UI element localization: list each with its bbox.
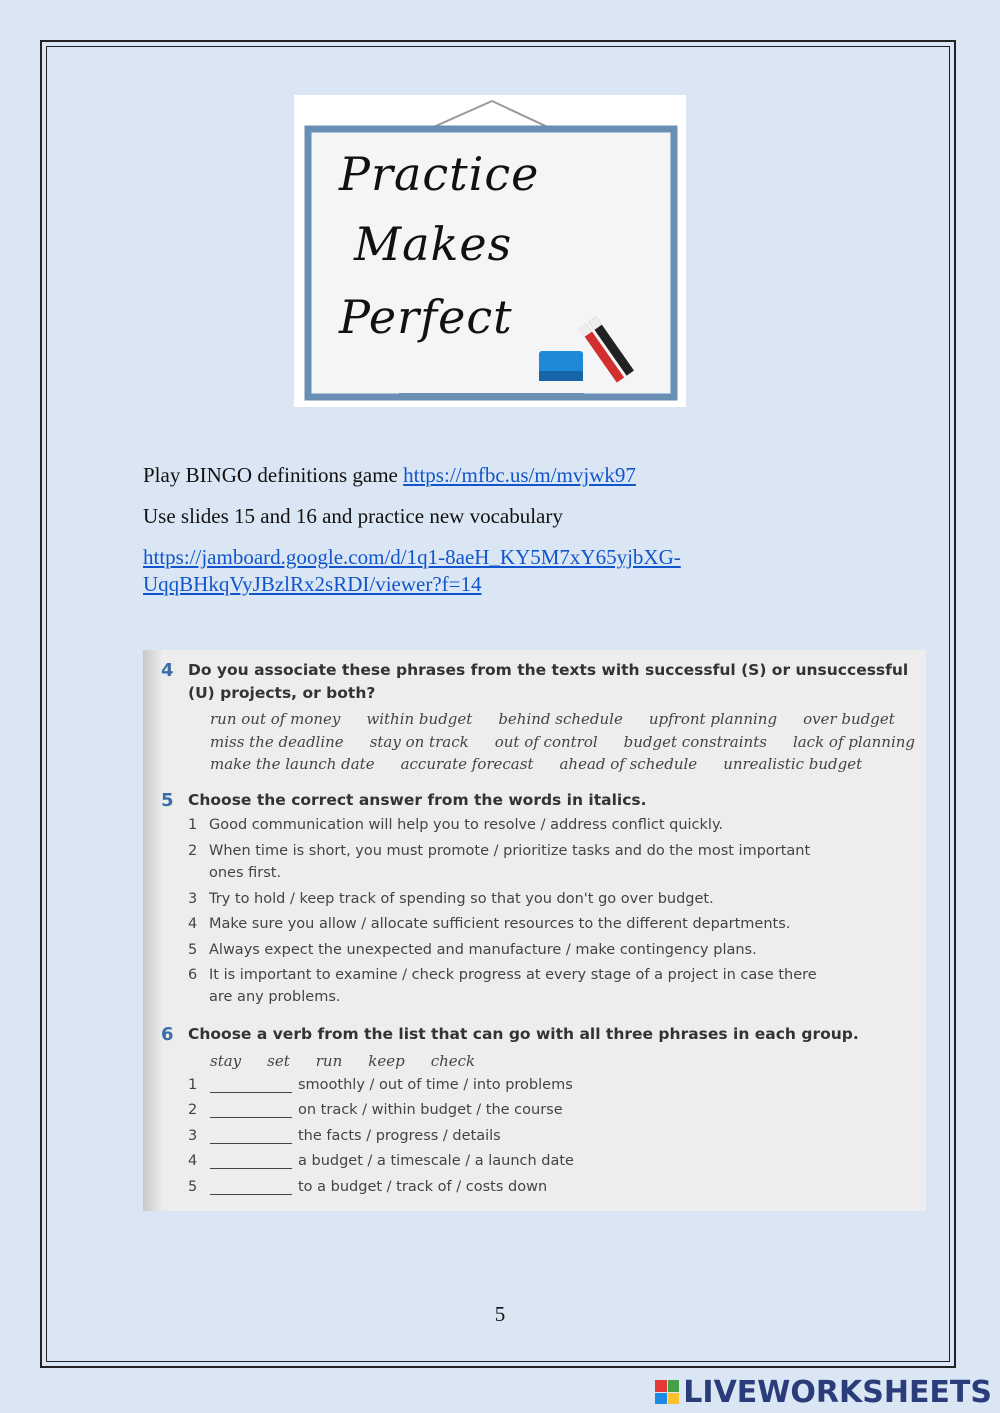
slides-instruction: Use slides 15 and 16 and practice new vocabulary [143,504,563,528]
exercise-5-item-text: ones first. [209,865,282,881]
whiteboard-text-line3: Perfect [339,290,513,344]
exercise-6-question: Choose a verb from the list that can go with all three phrases in each group. [188,1025,859,1043]
exercise-5-item-number: 2 [188,843,198,859]
exercise-6-item-number: 1 [188,1077,198,1093]
jamboard-link-line2[interactable]: UqqBHkqVyJBzlRx2sRDI/viewer?f=14 [143,572,482,596]
exercise-6-item-text: a budget / a timescale / a launch date [298,1153,574,1169]
exercise-6-item-text: to a budget / track of / costs down [298,1179,548,1195]
exercise-panel [143,650,926,1211]
exercise-5-item-text: Make sure you allow / allocate sufficient resources to the different departments. [209,916,791,932]
liveworksheets-icon [655,1380,679,1404]
exercise-6-item-number: 4 [188,1153,198,1169]
bingo-line [143,463,636,488]
exercise-4-question-line1: Do you associate these phrases from the texts with successful (S) or unsuccessful [188,661,909,679]
exercise-4-number: 4 [161,660,174,681]
exercise-5-item-text: It is important to examine / check progress at every stage of a project in case there [209,967,817,983]
exercise-5-item-text: Try to hold / keep track of spending so that you don't go over budget. [209,891,714,907]
exercise-5-item-number: 5 [188,942,198,958]
exercise-6-item-text: on track / within budget / the course [298,1102,563,1118]
exercise-4-phrases-row2 [210,733,941,751]
exercise-5-item-text: When time is short, you must promote / prioritize tasks and do the most important [209,843,811,859]
verb-option: stay [210,1052,242,1070]
exercise-5-question: Choose the correct answer from the words in italics. [188,791,647,809]
exercise-5-item-text: are any problems. [209,989,341,1005]
answer-blank[interactable] [210,1180,292,1195]
exercise-4-phrases-row3 [210,755,888,773]
page-shade [143,650,163,1211]
jamboard-link-line1[interactable]: https://jamboard.google.com/d/1q1-8aeH_KY5M7xY65yjbXG- [143,545,681,569]
exercise-4-question-line2: (U) projects, or both? [188,684,376,702]
jamboard-link-block [143,544,681,598]
phrase: upfront planning [648,710,778,728]
phrase: stay on track [369,733,469,751]
answer-blank[interactable] [210,1154,292,1169]
exercise-5-item-text: Good communication will help you to resolve / address conflict quickly. [209,817,724,833]
answer-blank[interactable] [210,1103,292,1118]
phrase: ahead of schedule [559,755,698,773]
exercise-6-number: 6 [161,1024,174,1045]
exercise-5-item-text: Always expect the unexpected and manufacture / make contingency plans. [209,942,757,958]
phrase: budget constraints [623,733,767,751]
verb-option: run [315,1052,343,1070]
phrase: out of control [494,733,598,751]
phrase: over budget [803,710,895,728]
exercise-4-phrases-row1 [210,710,921,728]
answer-blank[interactable] [210,1078,292,1093]
verb-option: check [430,1052,476,1070]
phrase: behind schedule [498,710,623,728]
page-number: 5 [494,1302,506,1326]
exercise-5-item-number: 3 [188,891,198,907]
phrase: make the launch date [210,755,375,773]
phrase: run out of money [210,710,341,728]
exercise-5-item-number: 6 [188,967,198,983]
bingo-link[interactable]: https://mfbc.us/m/mvjwk97 [403,463,636,487]
phrase: lack of planning [792,733,916,751]
exercise-5-item-number: 1 [188,817,198,833]
exercise-5-item-number: 4 [188,916,198,932]
liveworksheets-logo[interactable] [655,1375,992,1409]
phrase: unrealistic budget [723,755,863,773]
exercise-5-number: 5 [161,790,174,811]
brand-name: LIVEWORKSHEETS [683,1374,992,1410]
verb-option: keep [368,1052,405,1070]
whiteboard-text-line1: Practice [339,147,540,201]
exercise-6-verb-list [210,1052,501,1070]
practice-whiteboard-image [294,95,686,407]
phrase: accurate forecast [400,755,534,773]
phrase: miss the deadline [210,733,344,751]
verb-option: set [267,1052,290,1070]
exercise-6-item-text: smoothly / out of time / into problems [298,1077,573,1093]
exercise-6-item-number: 3 [188,1128,198,1144]
whiteboard-text-line2: Makes [354,217,513,271]
answer-blank[interactable] [210,1129,292,1144]
phrase: within budget [366,710,473,728]
exercise-6-item-text: the facts / progress / details [298,1128,501,1144]
bingo-text: Play BINGO definitions game [143,463,404,487]
exercise-6-item-number: 5 [188,1179,198,1195]
exercise-6-item-number: 2 [188,1102,198,1118]
